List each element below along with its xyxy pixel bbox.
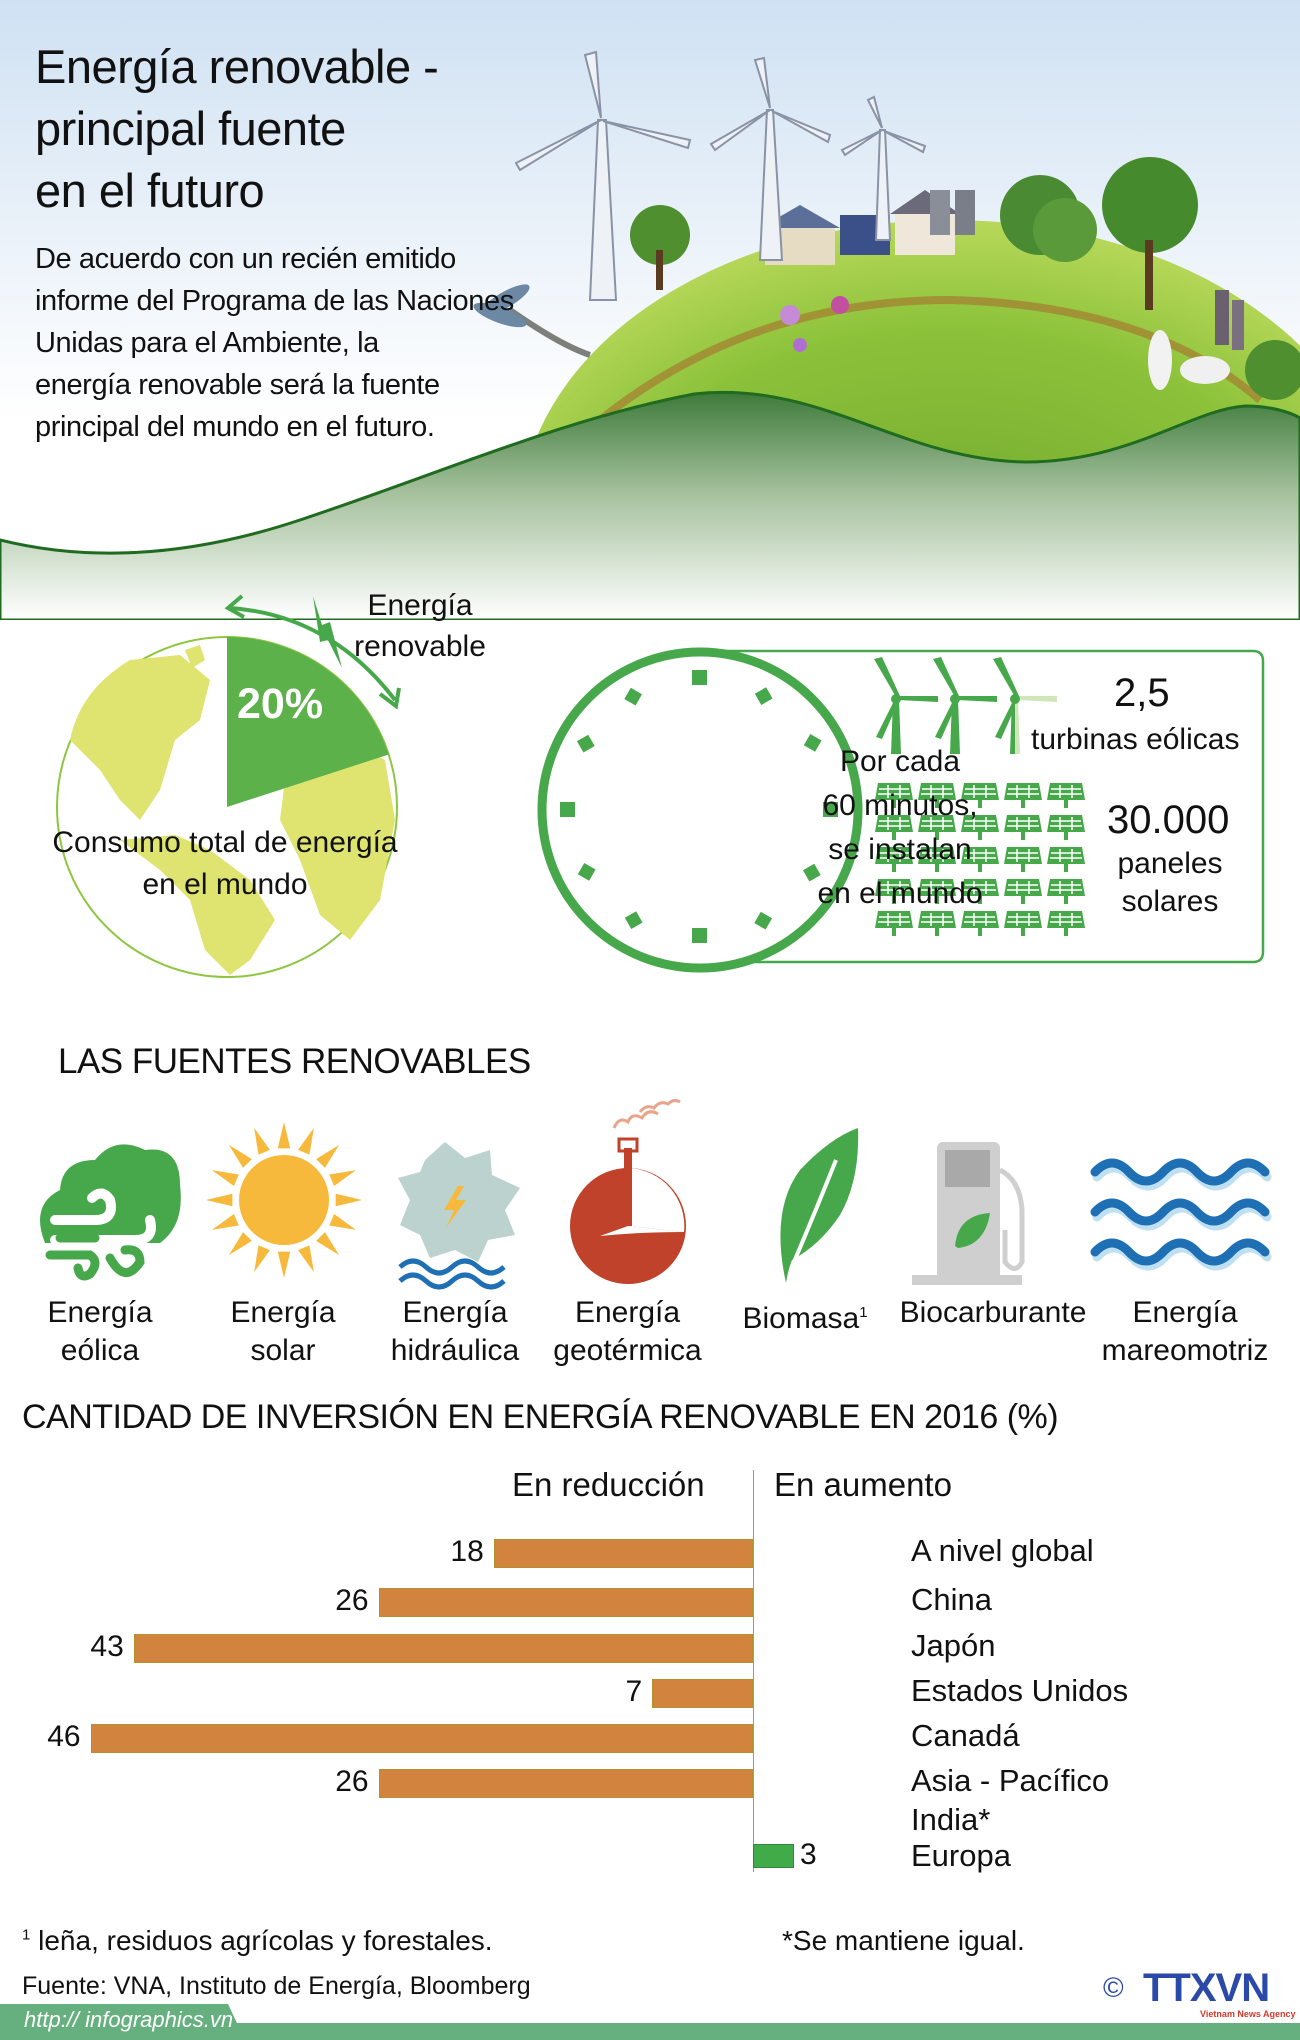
source-label: geotérmica <box>553 1334 702 1367</box>
bar-value: 3 <box>800 1838 817 1871</box>
globe-caption-line: Consumo total de energía <box>52 826 398 859</box>
panels-label-line: solares <box>1121 885 1219 918</box>
sun-icon <box>206 1122 362 1278</box>
footnote-mark: 1 <box>22 1926 31 1944</box>
bar-value: 26 <box>335 1584 369 1617</box>
renewable-label <box>345 585 495 667</box>
title-line-2: principal fuente <box>35 102 346 155</box>
chart-category-label: Japón <box>911 1628 996 1663</box>
globe-caption-line: en el mundo <box>142 868 308 901</box>
sources-heading: LAS FUENTES RENOVABLES <box>58 1042 531 1081</box>
intro-line: De acuerdo con un recién emitido <box>35 243 456 275</box>
chart-axis <box>753 1470 754 1872</box>
clock-text-line: 60 minutos, <box>822 789 978 822</box>
source-label: Biocarburante <box>899 1296 1087 1329</box>
page-title <box>35 36 438 222</box>
source-biomass <box>735 1294 875 1338</box>
bar-decrease <box>134 1634 753 1663</box>
intro-line: principal del mundo en el futuro. <box>35 411 435 443</box>
clock-text <box>780 740 1020 916</box>
note-same: *Se mantiene igual. <box>782 1925 1025 1956</box>
source-wind <box>30 1294 170 1370</box>
source-tidal <box>1090 1294 1280 1370</box>
source-label: Energía <box>230 1296 336 1329</box>
source-label: mareomotriz <box>1101 1334 1269 1367</box>
source-biofuel <box>888 1294 1098 1332</box>
sources-icons-row <box>0 1090 1300 1300</box>
source-geothermal <box>545 1294 710 1370</box>
source-label: Energía <box>47 1296 153 1329</box>
panels-value: 30.000 <box>1107 798 1230 842</box>
bar-decrease <box>379 1588 753 1617</box>
bar-decrease <box>379 1769 753 1798</box>
bar-value: 18 <box>450 1535 484 1568</box>
waves-icon <box>1095 1163 1267 1266</box>
bar-increase <box>753 1844 794 1868</box>
bar-decrease <box>652 1679 753 1708</box>
panels-label-line: paneles <box>1117 847 1223 880</box>
geothermal-icon <box>570 1100 686 1284</box>
ttxvn-logo: TTXVN <box>1143 1966 1270 2010</box>
bar-decrease <box>494 1539 753 1568</box>
title-line-1: Energía renovable - <box>35 40 439 93</box>
share-percent: 20% <box>237 680 324 728</box>
bar-value: 26 <box>335 1765 369 1798</box>
source-credit: Fuente: VNA, Instituto de Energía, Bloomberg <box>22 1972 531 2000</box>
turbines-label: turbinas eólicas <box>1031 723 1240 756</box>
chart-category-label: Canadá <box>911 1718 1020 1753</box>
leaf-icon <box>780 1128 858 1283</box>
intro-line: informe del Programa de las Naciones <box>35 285 514 317</box>
bar-value: 7 <box>625 1675 643 1708</box>
footnote-text: leña, residuos agrícolas y forestales. <box>38 1925 493 1956</box>
copyright-icon: © <box>1103 1972 1124 2003</box>
source-label: Energía <box>402 1296 508 1329</box>
chart-category-label: Estados Unidos <box>911 1673 1129 1708</box>
intro-line: Unidas para el Ambiente, la <box>35 327 379 359</box>
source-label: hidráulica <box>390 1334 520 1367</box>
chart-category-label: A nivel global <box>911 1533 1094 1568</box>
intro-line: energía renovable será la fuente <box>35 369 440 401</box>
fuel-pump-icon <box>912 1142 1022 1285</box>
source-label: eólica <box>60 1334 140 1367</box>
chart-category-label: Asia - Pacífico <box>911 1763 1110 1798</box>
source-label: Energía <box>1132 1296 1238 1329</box>
legend-decrease: En reducción <box>512 1466 705 1503</box>
clock-text-line: se instalan <box>828 833 972 866</box>
panels-label <box>1100 845 1240 921</box>
globe-caption <box>20 822 430 906</box>
water-turbine-icon <box>398 1142 520 1287</box>
source-label: Energía <box>574 1296 681 1329</box>
chart-category-label: India* <box>911 1802 991 1837</box>
renewable-label-line: Energía <box>367 589 473 622</box>
wind-cloud-icon <box>40 1144 181 1276</box>
footnote <box>22 1925 493 1957</box>
source-solar <box>213 1294 353 1370</box>
bar-value: 46 <box>47 1720 81 1753</box>
intro-paragraph <box>35 238 514 448</box>
legend-increase: En aumento <box>774 1466 952 1503</box>
renewable-label-line: renovable <box>354 630 486 663</box>
clock-text-line: en el mundo <box>817 877 983 910</box>
turbines-value: 2,5 <box>1114 671 1170 715</box>
site-link[interactable]: http:// infographics.vn <box>24 2007 234 2032</box>
source-label: solar <box>250 1334 316 1367</box>
investment-heading: CANTIDAD DE INVERSIÓN EN ENERGÍA RENOVABLE EN 2016 (%) <box>22 1398 1059 1436</box>
source-hydro <box>380 1294 530 1370</box>
chart-category-label: Europa <box>911 1838 1011 1873</box>
title-line-3: en el futuro <box>35 164 265 217</box>
clock-text-line: Por cada <box>839 745 961 778</box>
bar-value: 43 <box>90 1630 124 1663</box>
chart-category-label: China <box>911 1582 992 1617</box>
footnote-mark: 1 <box>859 1304 868 1321</box>
bar-decrease <box>91 1724 753 1753</box>
source-label: Biomasa <box>742 1302 860 1335</box>
logo-subtitle: Vietnam News Agency <box>1200 2009 1296 2019</box>
